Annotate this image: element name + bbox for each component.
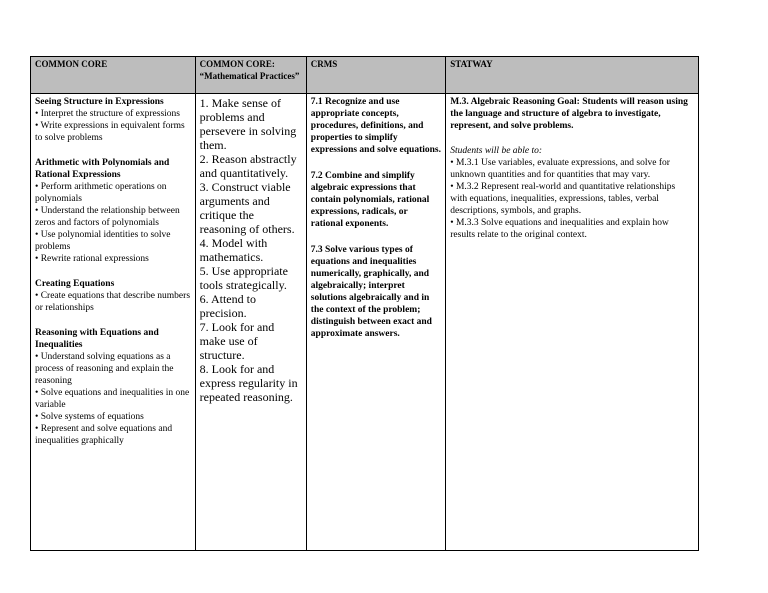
section-seeing-structure (35, 96, 191, 144)
standards-table (30, 56, 699, 551)
header-row (31, 57, 699, 94)
statway-intro: Students will be able to: (450, 146, 543, 156)
practice-item: 4. Model with mathematics. (199, 236, 268, 264)
list-item: • M.3.3 Solve equations and inequalities and explain how results relate to the original context. (450, 218, 669, 240)
practice-item: 3. Construct viable arguments and critique the reasoning of others. (199, 180, 295, 236)
header-statway-label: STATWAY (450, 59, 493, 69)
list-item: • Understand the relationship between zeros and factors of polynomials (35, 206, 180, 228)
list-item: • M.3.2 Represent real-world and quantitative relationships with equations, inequalities, expressions, tables, verbal descriptions, symbols, and graphs. (450, 182, 676, 216)
section-arithmetic-polynomials (35, 157, 191, 265)
practice-item: 5. Use appropriate tools strategically. (199, 264, 288, 292)
list-item: • Represent and solve equations and inequalities graphically (35, 424, 173, 446)
section-heading: Arithmetic with Polynomials and Rational Expressions (35, 158, 170, 180)
practice-item: 6. Attend to precision. (199, 292, 256, 320)
list-item: • Write expressions in equivalent forms to solve problems (35, 121, 185, 143)
list-item: • Perform arithmetic operations on polynomials (35, 182, 167, 204)
section-heading: Reasoning with Equations and Inequalities (35, 328, 159, 350)
list-item: • Solve systems of equations (35, 412, 144, 422)
header-common-core (31, 57, 196, 94)
list-item: • Interpret the structure of expressions (35, 109, 180, 119)
crms-item: 7.3 Solve various types of equations and inequalities numerically, graphically, and algebraically; interpret solutions algebraically and in the context of the problem; distinguish between exact and approximate answers. (310, 245, 432, 339)
section-reasoning-equations (35, 327, 191, 447)
crms-cell (306, 94, 445, 551)
practices-cell (195, 94, 306, 551)
header-mathematical-practices (195, 57, 306, 94)
header-crms (306, 57, 445, 94)
practice-item: 8. Look for and express regularity in repeated reasoning. (199, 362, 298, 404)
section-creating-equations (35, 278, 191, 314)
header-crms-label: CRMS (310, 59, 338, 69)
header-common-core-label: COMMON CORE (35, 59, 108, 69)
statway-goal: M.3. Algebraic Reasoning Goal: Students will reason using the language and structure of algebra to investigate, represent, and solve problems. (450, 97, 688, 131)
list-item: • Create equations that describe numbers or relationships (35, 291, 191, 313)
list-item: • Rewrite rational expressions (35, 254, 149, 264)
common-core-cell (31, 94, 196, 551)
header-practices-label: COMMON CORE: (199, 59, 275, 69)
list-item: • Solve equations and inequalities in one variable (35, 388, 190, 410)
practice-item: 7. Look for and make use of structure. (199, 320, 275, 362)
section-heading: Creating Equations (35, 279, 115, 289)
header-statway (446, 57, 699, 94)
header-practices-sublabel: “Mathematical Practices” (199, 71, 300, 81)
section-heading: Seeing Structure in Expressions (35, 97, 164, 107)
list-item: • Use polynomial identities to solve problems (35, 230, 171, 252)
practice-item: 2. Reason abstractly and quantitatively. (199, 152, 297, 180)
crms-item: 7.2 Combine and simplify algebraic expressions that contain polynomials, rational expressions, radicals, or rational exponents. (310, 171, 430, 229)
practice-item: 1. Make sense of problems and persevere in solving them. (199, 96, 297, 152)
content-row (31, 94, 699, 551)
list-item: • M.3.1 Use variables, evaluate expressions, and solve for unknown quantities and for quantities that may vary. (450, 158, 670, 180)
statway-cell (446, 94, 699, 551)
list-item: • Understand solving equations as a process of reasoning and explain the reasoning (35, 352, 174, 386)
crms-item: 7.1 Recognize and use appropriate concepts, procedures, definitions, and properties to simplify expressions and solve equations. (310, 97, 441, 155)
